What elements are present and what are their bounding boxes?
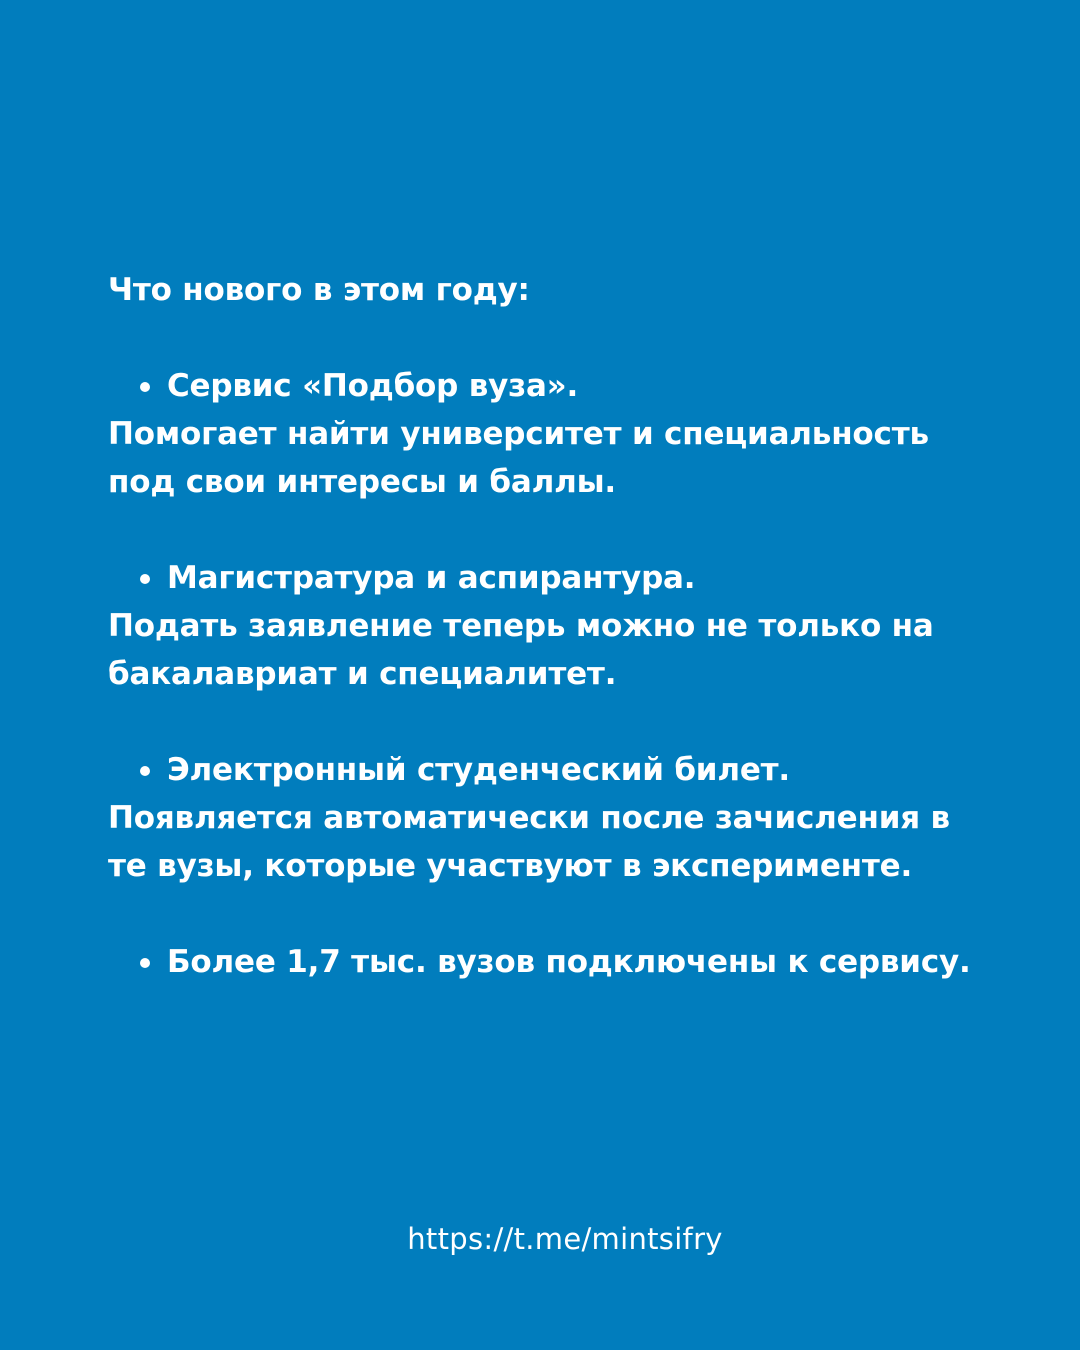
list-item [108,938,988,986]
list-item [108,554,988,698]
bullet-icon [140,382,150,392]
bullet-icon [140,574,150,584]
bullet-icon [140,958,150,968]
list-item-title-row [108,362,988,410]
list-item-description: Помогает найти университет и специальность под свои интересы и баллы. [108,416,929,500]
post-heading: Что нового в этом году: [108,272,530,308]
telegram-link[interactable]: https://t.me/mintsifry [407,1222,723,1256]
list-item-title-row [108,746,988,794]
list-item-description: Появляется автоматически после зачисления в те вузы, которые участвуют в эксперименте. [108,800,950,884]
bullet-icon [140,766,150,776]
post-content [108,266,988,986]
list-item-title: Электронный студенческий билет. [167,752,790,788]
list-item-title: Более 1,7 тыс. вузов подключены к сервису. [167,944,971,980]
list-item-title-row [108,938,988,986]
list-item-title-row [108,554,988,602]
list-item-title: Магистратура и аспирантура. [167,560,696,596]
list-item-title: Сервис «Подбор вуза». [167,368,579,404]
list-item [108,746,988,890]
list-item-description: Подать заявление теперь можно не только на бакалавриат и специалитет. [108,608,934,692]
list-item [108,362,988,506]
